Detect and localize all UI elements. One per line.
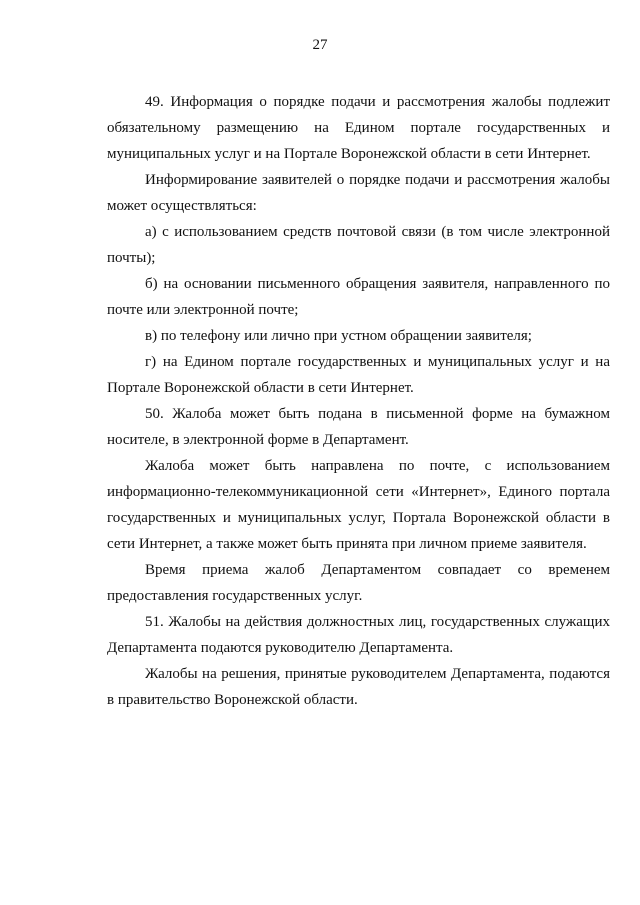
paragraph-50-complaint-form: 50. Жалоба может быть подана в письменной форме на бумажном носителе, в электронной форме в Департамент. bbox=[107, 406, 610, 448]
list-item-d-portals: г) на Едином портале государственных и муниципальных услуг и на Портале Воронежской области в сети Интернет. bbox=[107, 354, 610, 396]
paragraph-complaint-channels: Жалоба может быть направлена по почте, с использованием информационно-телекоммуникационной сети «Интернет», Единого портала государственных и муниципальных услуг, Портала Воронежской области в сети Интернет, а также может быть принята при личном приеме заявителя. bbox=[107, 458, 610, 552]
list-item-a-postal: а) с использованием средств почтовой связи (в том числе электронной почты); bbox=[107, 224, 610, 266]
list-item-c-phone-or-personal: в) по телефону или лично при устном обращении заявителя; bbox=[145, 328, 532, 344]
paragraph-49-publication: 49. Информация о порядке подачи и рассмотрения жалобы подлежит обязательному размещению на Едином портале государственных и муниципальных услуг и на Портале Воронежской области в сети Интернет. bbox=[107, 94, 610, 162]
paragraph-head-decisions-complaints: Жалобы на решения, принятые руководителем Департамента, подаются в правительство Воронежской области. bbox=[107, 666, 610, 708]
list-item-b-written-request: б) на основании письменного обращения заявителя, направленного по почте или электронной почте; bbox=[107, 276, 610, 318]
paragraph-reception-time: Время приема жалоб Департаментом совпадает со временем предоставления государственных услуг. bbox=[107, 562, 610, 604]
paragraph-informing-applicants: Информирование заявителей о порядке подачи и рассмотрения жалобы может осуществляться: bbox=[107, 172, 610, 214]
document-body bbox=[107, 89, 610, 713]
paragraph-51-officials-complaints: 51. Жалобы на действия должностных лиц, государственных служащих Департамента подаются руководителю Департамента. bbox=[107, 614, 610, 656]
page-number: 27 bbox=[312, 37, 328, 53]
